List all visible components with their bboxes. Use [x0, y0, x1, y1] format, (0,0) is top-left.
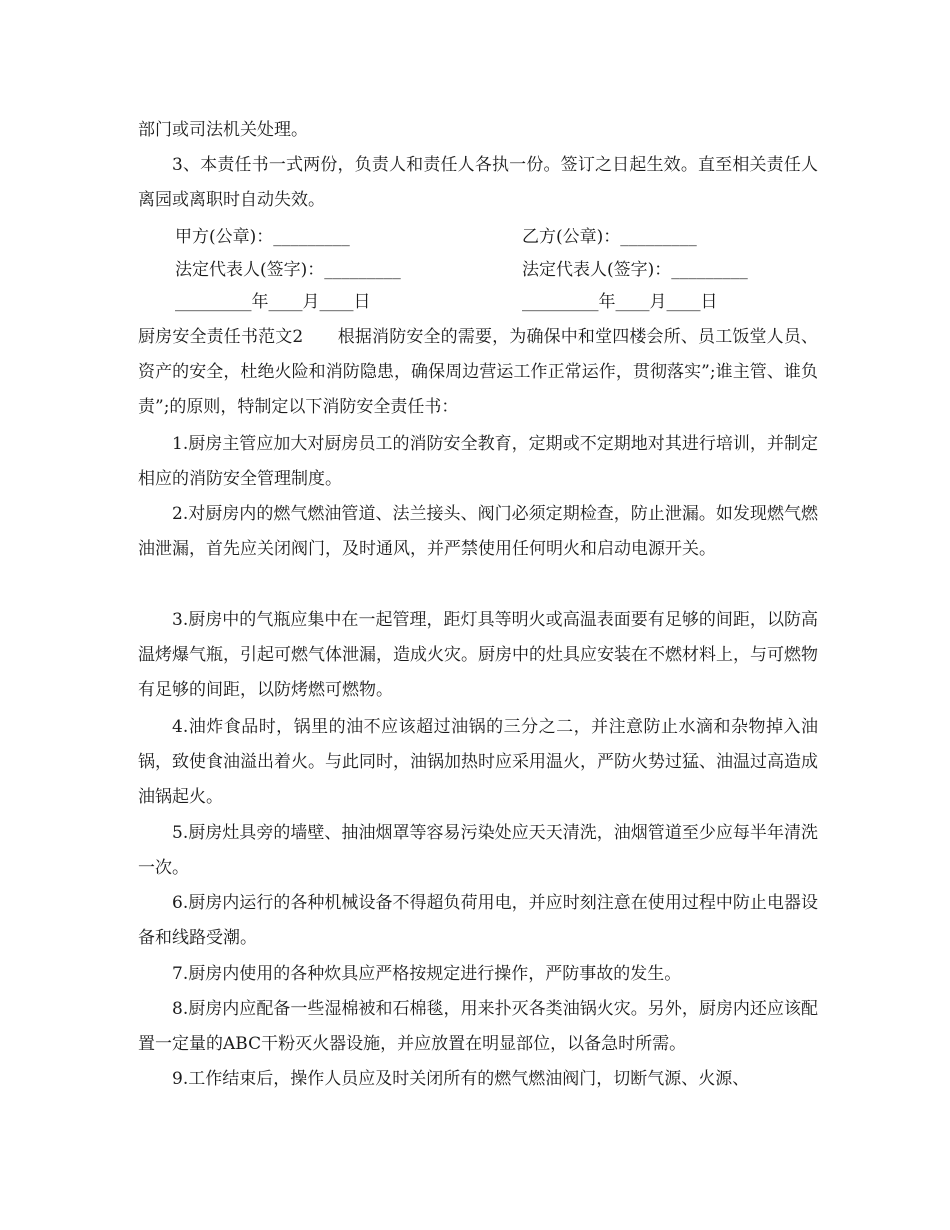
- party-a-date: _________年____月____日: [175, 292, 371, 312]
- list-item-5: 5.厨房灶具旁的墙壁、抽油烟罩等容易污染处应天天清洗，油烟管道至少应每半年清洗一次。: [138, 823, 818, 878]
- paragraph-continuation: 部门或司法机关处理。: [138, 120, 308, 140]
- list-item-4: 4.油炸食品时，锅里的油不应该超过油锅的三分之二，并注意防止水滴和杂物掉入油锅，致使食油溢出着火。与此同时，油锅加热时应采用温火，严防火势过猛、油温过高造成油锅起火。: [138, 717, 818, 807]
- party-b-date: _________年____月____日: [522, 292, 718, 312]
- list-item-1: 1.厨房主管应加大对厨房员工的消防安全教育，定期或不定期地对其进行培训，并制定相应的消防安全管理制度。: [138, 434, 818, 489]
- paragraph-3: 3、本责任书一式两份，负责人和责任人各执一份。签订之日起生效。直至相关责任人离园或离职时自动失效。: [138, 155, 818, 210]
- list-item-2: 2.对厨房内的燃气燃油管道、法兰接头、阀门必须定期检查，防止泄漏。如发现燃气燃油泄漏，首先应关闭阀门，及时通风，并严禁使用任何明火和启动电源开关。: [138, 504, 818, 559]
- list-item-6: 6.厨房内运行的各种机械设备不得超负荷用电，并应时刻注意在使用过程中防止电器设备和线路受潮。: [138, 893, 818, 948]
- list-item-8: 8.厨房内应配备一些湿棉被和石棉毯，用来扑灭各类油锅火灾。另外，厨房内还应该配置一定量的ABC干粉灭火器设施，并应放置在明显部位，以备急时所需。: [138, 999, 818, 1054]
- heading-intro-paragraph: 厨房安全责任书范文2 根据消防安全的需要，为确保中和堂四楼会所、员工饭堂人员、资产的安全，杜绝火险和消防隐患，确保周边营运工作正常运作，贯彻落实”;谁主管、谁负责”;的原则，特制定以下消防安全责任书：: [138, 327, 818, 417]
- party-a-seal: 甲方(公章)：_________: [175, 227, 350, 247]
- list-item-3: 3.厨房中的气瓶应集中在一起管理，距灯具等明火或高温表面要有足够的间距，以防高温烤爆气瓶，引起可燃气体泄漏，造成火灾。厨房中的灶具应安装在不燃材料上，与可燃物有足够的间距，以防烤燃可燃物。: [138, 610, 818, 700]
- party-b-seal: 乙方(公章)：_________: [522, 227, 697, 247]
- list-item-9: 9.工作结束后，操作人员应及时关闭所有的燃气燃油阀门，切断气源、火源、: [172, 1069, 750, 1089]
- party-a-representative: 法定代表人(签字)：_________: [175, 260, 401, 280]
- list-item-7: 7.厨房内使用的各种炊具应严格按规定进行操作，严防事故的发生。: [172, 964, 682, 984]
- party-b-representative: 法定代表人(签字)：_________: [522, 260, 748, 280]
